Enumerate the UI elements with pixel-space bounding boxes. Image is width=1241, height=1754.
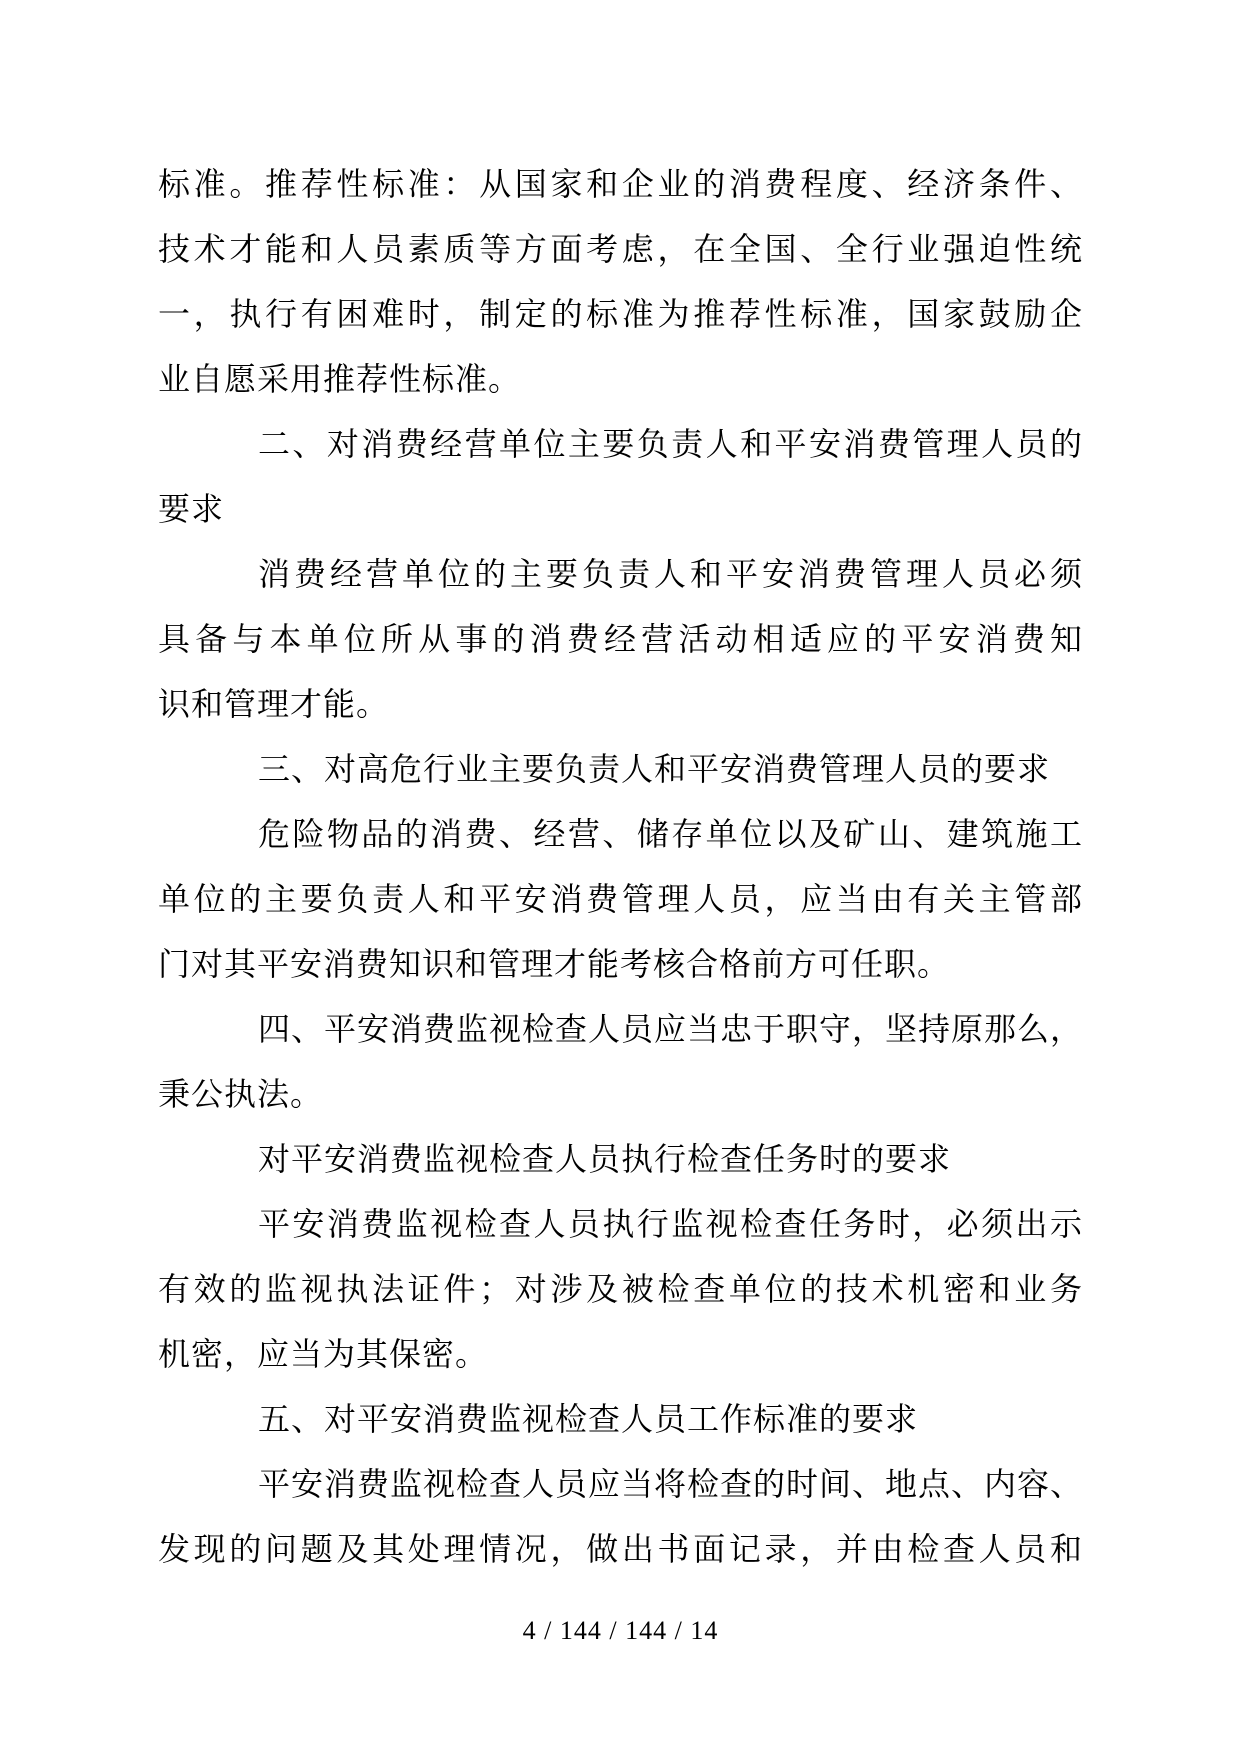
text-line: 秉公执法。	[158, 1076, 324, 1112]
text-line: 危险物品的消费、经营、储存单位以及矿山、建筑施工	[258, 816, 1083, 852]
text-line: 消费经营单位的主要负责人和平安消费管理人员必须	[258, 556, 1083, 592]
text-line: 要求	[158, 491, 225, 527]
text-line: 具备与本单位所从事的消费经营活动相适应的平安消费知	[158, 621, 1083, 657]
text-line: 三、对高危行业主要负责人和平安消费管理人员的要求	[258, 751, 1051, 787]
page-number-footer: 4 / 144 / 144 / 14	[522, 1616, 719, 1645]
text-line: 二、对消费经营单位主要负责人和平安消费管理人员的	[258, 426, 1083, 462]
text-line: 发现的问题及其处理情况，做出书面记录，并由检查人员和	[158, 1531, 1083, 1567]
text-line: 标准。推荐性标准：从国家和企业的消费程度、经济条件、	[158, 166, 1083, 202]
text-line: 平安消费监视检查人员执行监视检查任务时，必须出示	[258, 1206, 1083, 1242]
text-line: 一，执行有困难时，制定的标准为推荐性标准，国家鼓励企	[158, 296, 1083, 332]
text-line: 机密，应当为其保密。	[158, 1336, 489, 1372]
text-line: 单位的主要负责人和平安消费管理人员，应当由有关主管部	[158, 881, 1083, 917]
text-line: 四、平安消费监视检查人员应当忠于职守，坚持原那么，	[258, 1011, 1084, 1047]
text-line: 技术才能和人员素质等方面考虑，在全国、全行业强迫性统	[158, 231, 1083, 267]
text-block	[158, 152, 1083, 1582]
text-line: 识和管理才能。	[158, 686, 390, 722]
text-line: 门对其平安消费知识和管理才能考核合格前方可任职。	[158, 946, 951, 982]
text-line: 五、对平安消费监视检查人员工作标准的要求	[258, 1401, 919, 1437]
text-line: 有效的监视执法证件；对涉及被检查单位的技术机密和业务	[158, 1271, 1083, 1307]
text-line: 对平安消费监视检查人员执行检查任务时的要求	[258, 1141, 952, 1177]
text-line: 平安消费监视检查人员应当将检查的时间、地点、内容、	[258, 1466, 1084, 1502]
text-line: 业自愿采用推荐性标准。	[158, 361, 522, 397]
